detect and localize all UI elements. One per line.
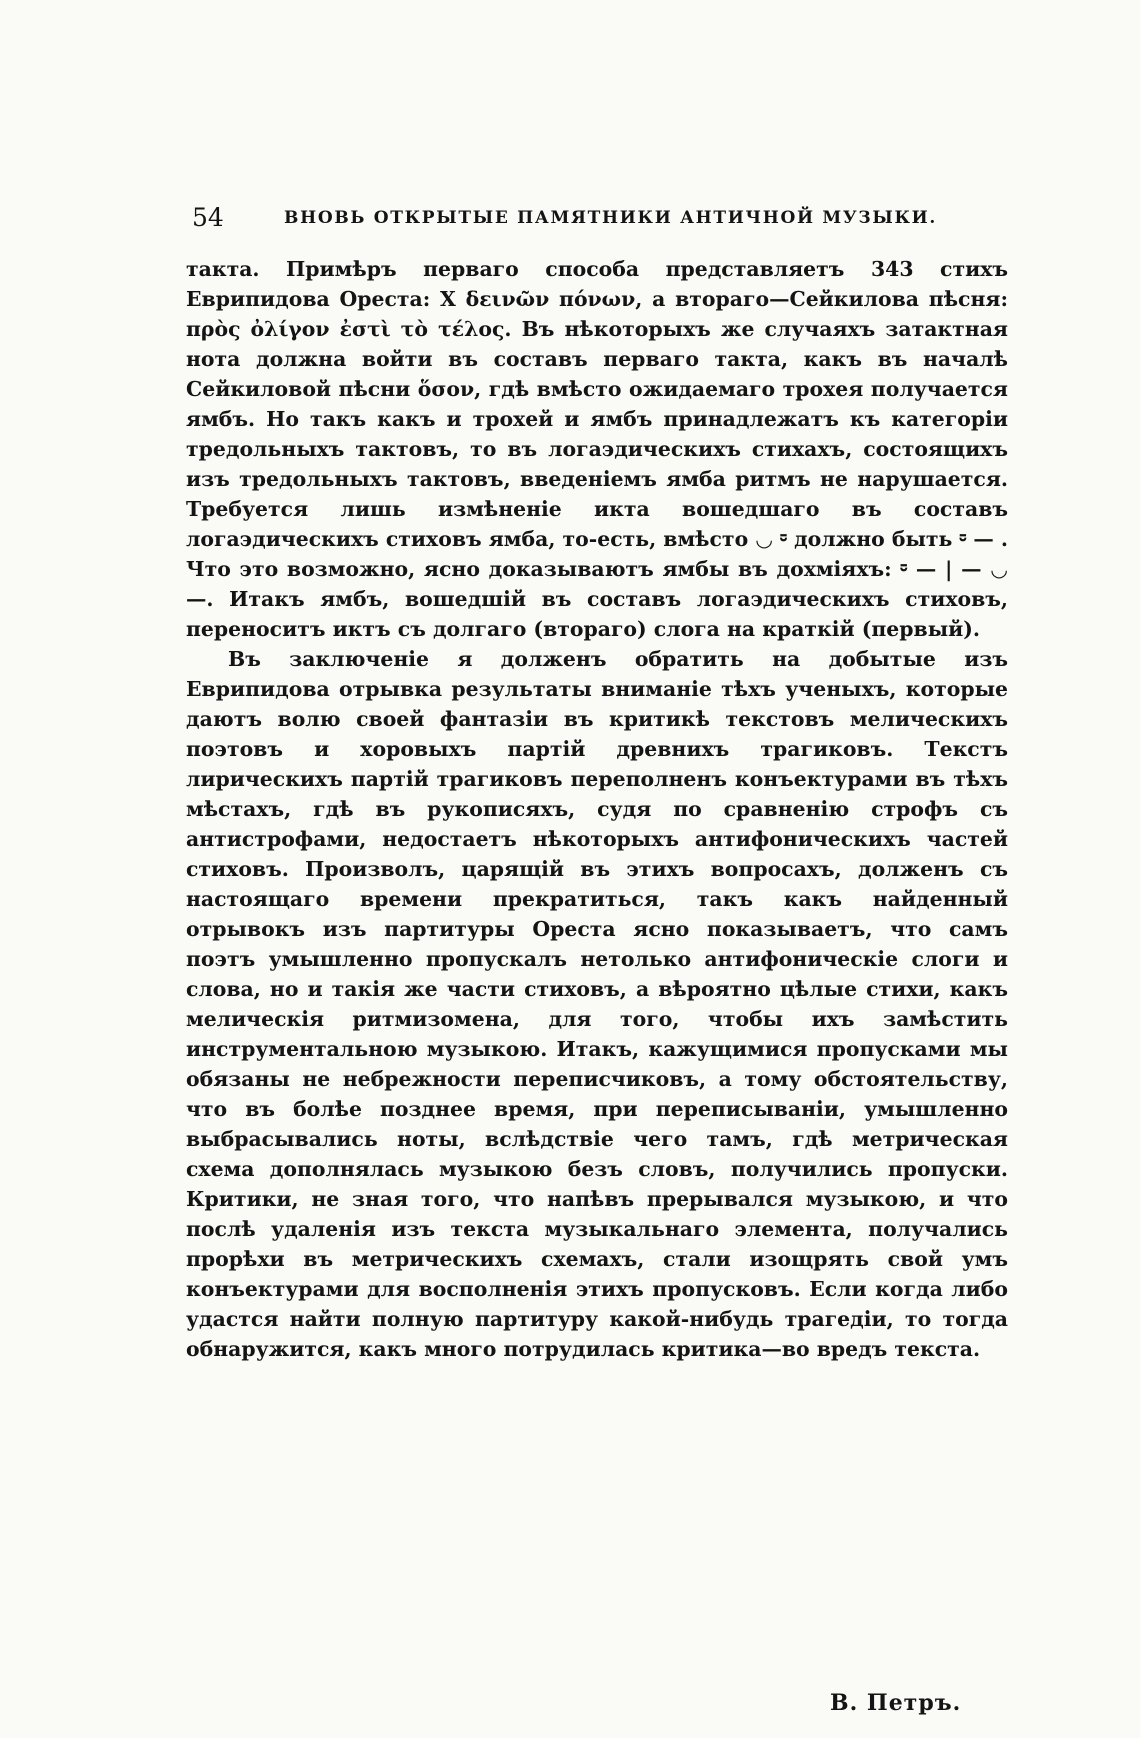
page-number: 54 [192,203,224,232]
author-signature: В. Петръ. [830,1690,962,1716]
page-header [192,203,1008,239]
paragraph-conclusion: Въ заключеніе я долженъ обратить на добытые изъ Еврипидова отрывка результаты вниманіе тѣхъ ученыхъ, которые даютъ волю своей фантазіи въ критикѣ текстовъ мелическихъ поэтовъ и хоровыхъ партій древнихъ трагиковъ. Текстъ лирическихъ партій трагиковъ переполненъ конъектурами въ тѣхъ мѣстахъ, гдѣ въ рукописяхъ, судя по сравненію строфъ съ антистрофами, недостаетъ нѣкоторыхъ антифоническихъ частей стиховъ. Произволъ, царящій въ этихъ вопросахъ, долженъ съ настоящаго времени прекратиться, такъ какъ найденный отрывокъ изъ партитуры Ореста ясно показываетъ, что самъ поэтъ умышленно пропускалъ нетолько антифоническіе слоги и слова, но и такія же части стиховъ, а вѣроятно цѣлые стихи, какъ мелическія ритмизомена, для того, чтобы ихъ замѣстить инструментальною музыкою. Итакъ, кажущимися пропусками мы обязаны не небрежности переписчиковъ, а тому обстоятельству, что въ болѣе позднее время, при переписываніи, умышленно выбрасывались ноты, вслѣдствіе чего тамъ, гдѣ метрическая схема дополнялась музыкою безъ словъ, получились пропуски. Критики, не зная того, что напѣвъ прерывался музыкою, и что послѣ удаленія изъ текста музыкальнаго элемента, получались прорѣхи въ метрическихъ схемахъ, стали изощрять свой умъ конъектурами для восполненія этихъ пропусковъ. Если когда либо удастся найти полную партитуру какой-нибудь трагедіи, то тогда обнаружится, какъ много потрудилась критика—во вредъ текста. [186,647,1008,1361]
running-title: ВНОВЬ ОТКРЫТЫЕ ПАМЯТНИКИ АНТИЧНОЙ МУЗЫКИ. [284,208,938,228]
body-text [186,254,1008,1364]
paragraph-continued: такта. Примѣръ перваго способа представляетъ 343 стихъ Еврипидова Ореста: Χ δεινῶν πόνων, а втораго—Сейкилова пѣсня: πρὸς ὀλίγον ἐστὶ τὸ τέλος. Въ нѣкоторыхъ же случаяхъ затактная нота должна войти въ составъ перваго такта, какъ въ началѣ Сейкиловой пѣсни ὅσον, гдѣ вмѣсто ожидаемаго трохея получается ямбъ. Но такъ какъ и трохей и ямбъ принадлежатъ къ категоріи тредольныхъ тактовъ, то въ логаэдическихъ стихахъ, состоящихъ изъ тредольныхъ тактовъ, введеніемъ ямба ритмъ не нарушается. Требуется лишь измѣненіе икта вошедшаго въ составъ логаэдическихъ стиховъ ямба, то-есть, вмѣсто ◡ ⏒ должно быть ⏒ — . Что это возможно, ясно доказываютъ ямбы въ дохміяхъ: ⏒ — | — ◡ —. Итакъ ямбъ, вошедшій въ составъ логаэдическихъ стиховъ, переноситъ иктъ съ долгаго (втораго) слога на краткій (первый). [186,257,1008,641]
